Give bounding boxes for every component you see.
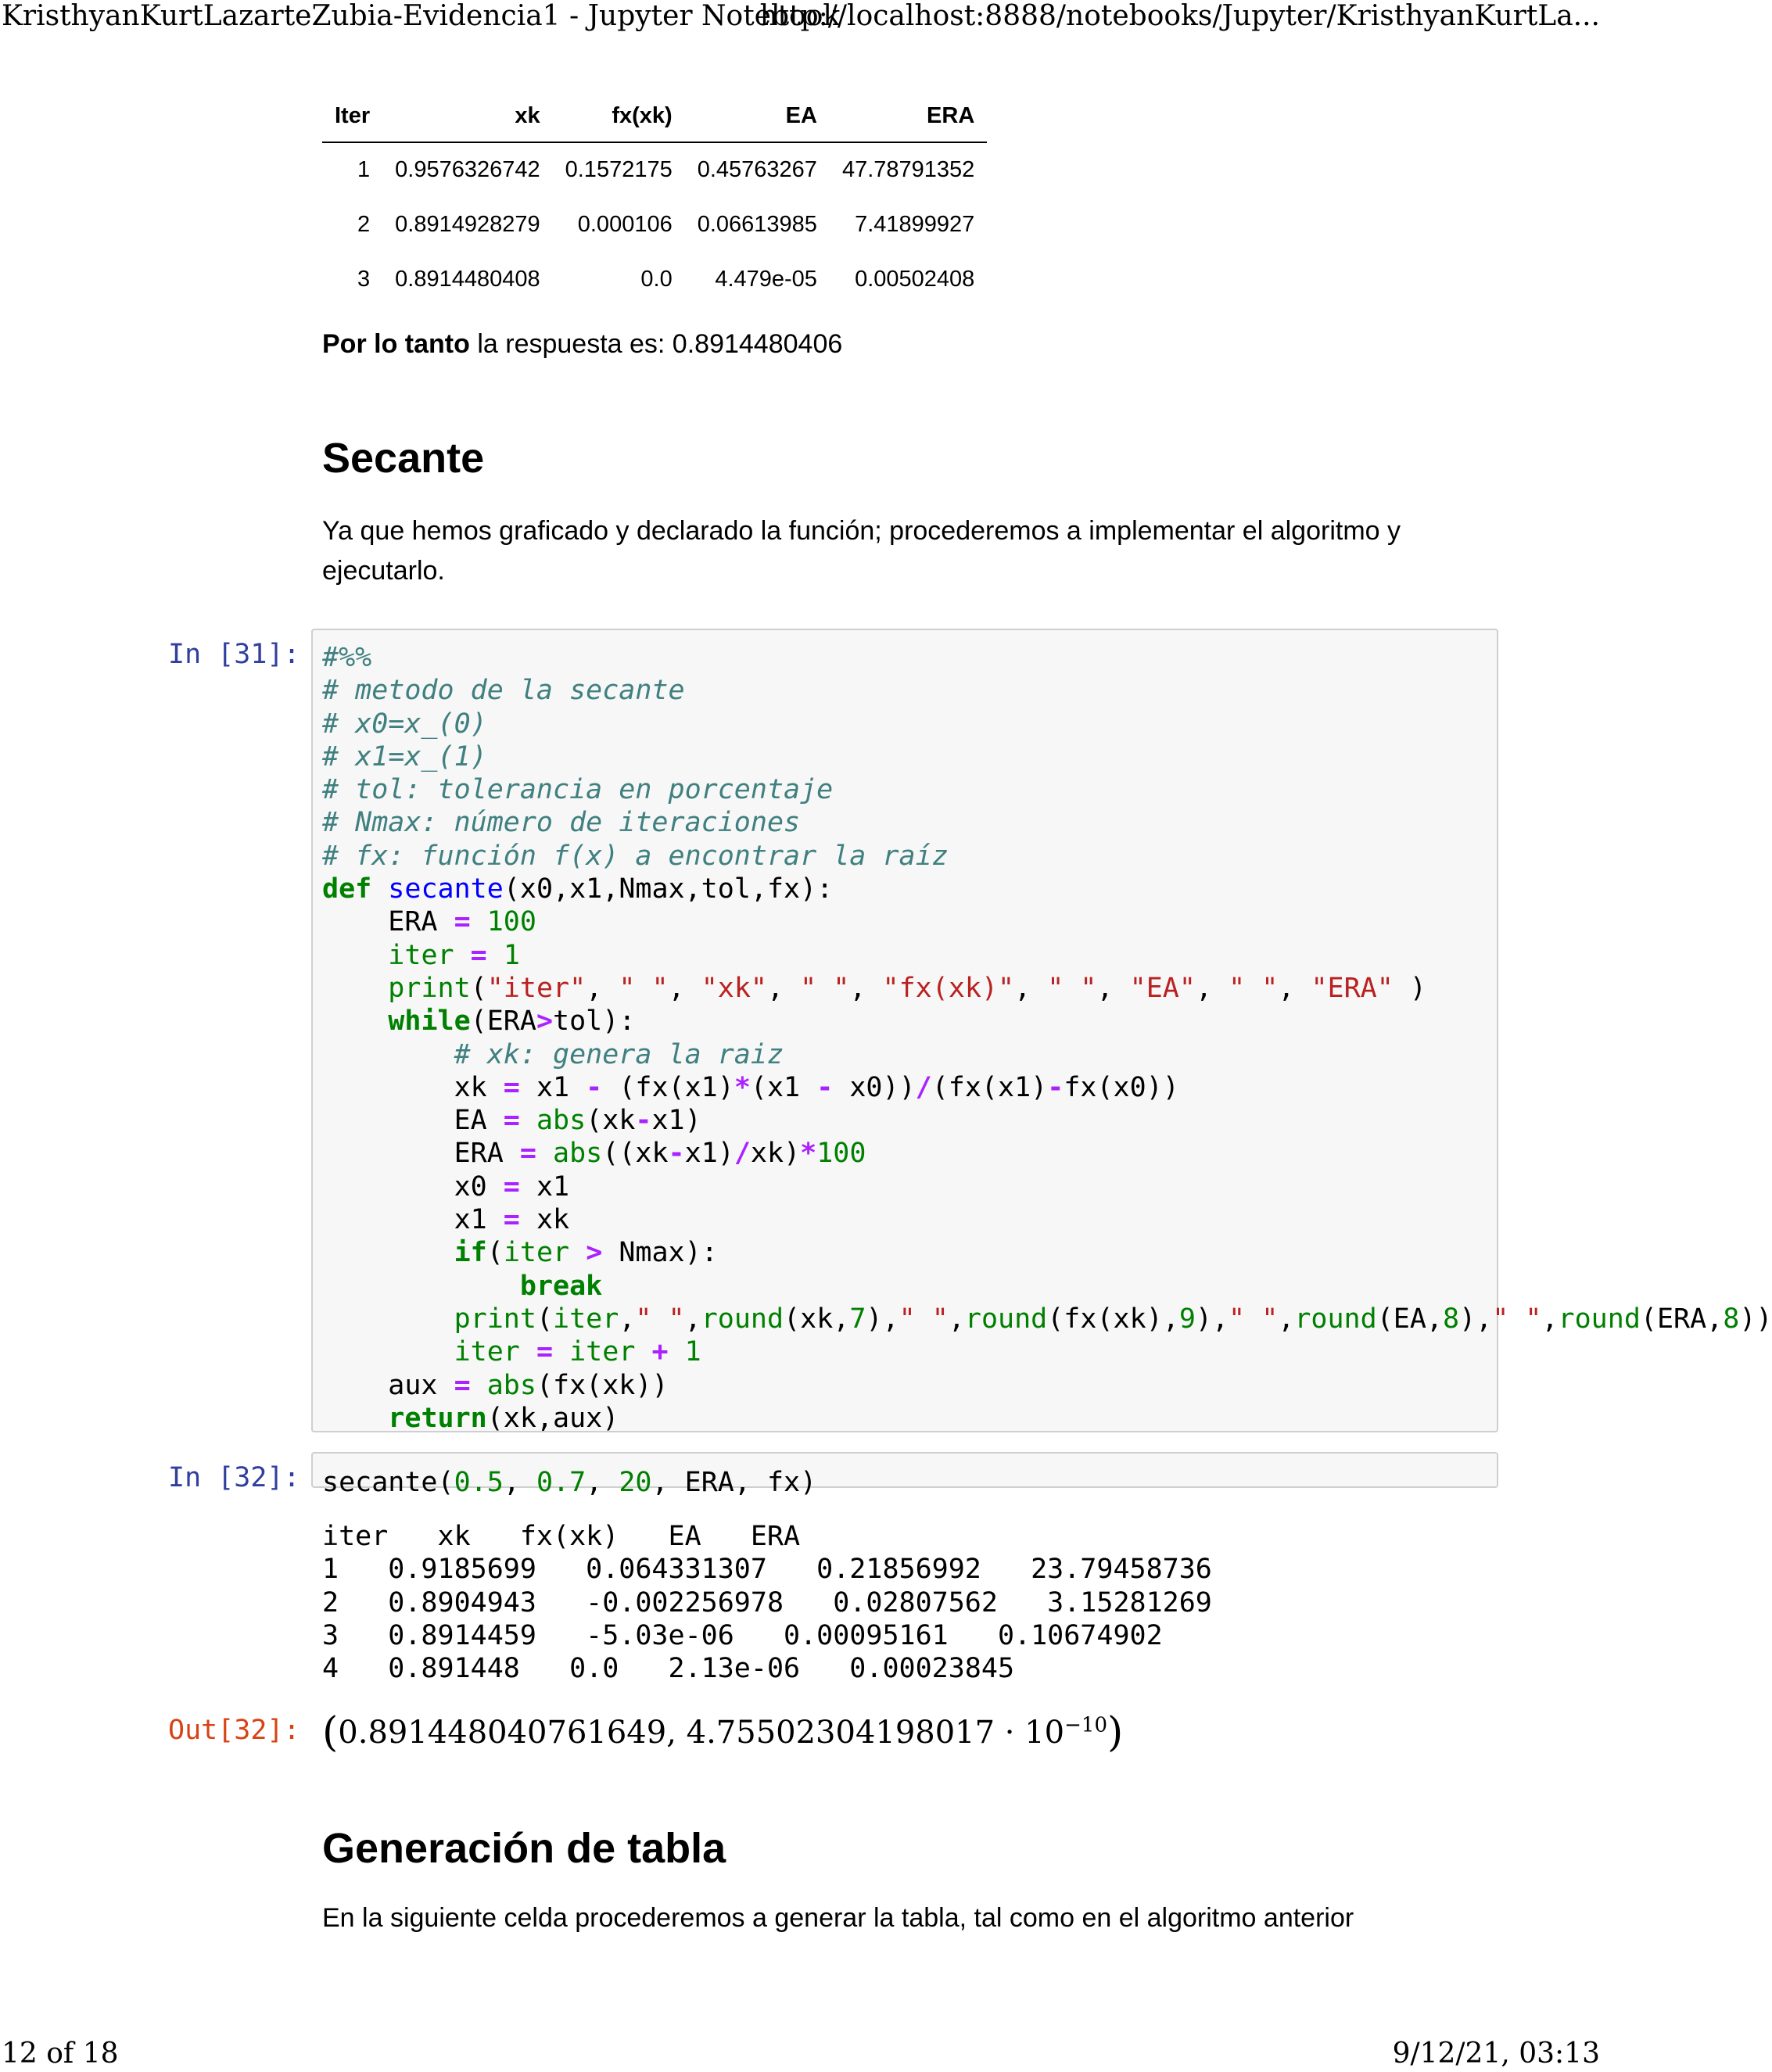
tabla-description: En la siguiente celda procederemos a generar la tabla, tal como en el algoritmo anterior: [322, 1903, 1354, 1933]
code-editor-32[interactable]: secante(0.5, 0.7, 20, ERA, fx): [322, 1467, 817, 1498]
table-cell: 0.8914928279: [395, 212, 540, 237]
cell-32-result: (0.891448040761649, $4.75502304198017 \cdot 10^{-10}$): [322, 1709, 1124, 1756]
conclusion-rest: la respuesta es: 0.8914480406: [469, 329, 843, 359]
table-cell: 3: [357, 267, 371, 292]
input-prompt-32: In [32]:: [168, 1462, 300, 1493]
cell-32-stdout: [322, 1520, 1212, 1685]
print-footer-page: 12 of 18: [2, 2038, 119, 2070]
table-row: [322, 142, 987, 198]
table-cell: 47.78791352: [841, 157, 975, 182]
print-footer-datetime: 9/12/21, 03:13: [1392, 2038, 1600, 2070]
secante-description: Ya que hemos graficado y declarado la función; procederemos a implementar el algoritmo y ejecutarlo.: [322, 516, 1401, 586]
table-header-cell: fx(xk): [553, 92, 685, 142]
table-header-row: [322, 92, 987, 142]
code-cell-32[interactable]: [311, 1452, 1498, 1498]
section-heading-tabla: Generación de tabla: [322, 1825, 726, 1872]
print-header-url: http://localhost:8888/notebooks/Jupyter/KristhyanKurtLa...: [759, 0, 1600, 32]
table-cell: 0.000106: [577, 212, 673, 237]
table-cell: 0.8914480408: [395, 267, 540, 292]
stdout-line: 3 0.8914459 -5.03e-06 0.00095161 0.10674902: [322, 1619, 1163, 1651]
table-cell: 0.1572175: [565, 157, 673, 182]
code-cell-31[interactable]: [311, 629, 1772, 1434]
table-cell: 4.479e-05: [715, 267, 817, 292]
input-prompt-31: In [31]:: [168, 639, 300, 670]
table-header-cell: xk: [382, 92, 552, 142]
conclusion-text: [322, 324, 842, 364]
table-cell: 7.41899927: [855, 212, 975, 237]
newton-results-table: [322, 92, 987, 307]
table-cell: 0.45763267: [697, 157, 817, 182]
table-cell: 0.00502408: [855, 267, 975, 292]
table-cell: 1: [357, 157, 371, 182]
table-cell: 0.06613985: [697, 212, 817, 237]
result-main: 0.891448040761649, 4.75502304198017 · 10: [338, 1715, 1065, 1751]
conclusion-bold: Por lo tanto: [322, 329, 470, 359]
output-prompt-32: Out[32]:: [168, 1715, 300, 1746]
stdout-line: 1 0.9185699 0.064331307 0.21856992 23.79458736: [322, 1554, 1212, 1586]
table-row: [322, 198, 987, 253]
print-header-title: KristhyanKurtLazarteZubia-Evidencia1 - Jupyter Notebook: [2, 0, 841, 32]
table-header-cell: EA: [685, 92, 830, 142]
stdout-line: iter xk fx(xk) EA ERA: [322, 1521, 801, 1552]
table-cell: 0.9576326742: [395, 157, 540, 182]
result-exponent: −10: [1064, 1713, 1107, 1737]
table-cell: 2: [357, 212, 371, 237]
stdout-line: 4 0.891448 0.0 2.13e-06 0.00023845: [322, 1653, 1015, 1685]
table-cell: 0.0: [640, 267, 673, 292]
code-editor-31[interactable]: #%% # metodo de la secante # x0=x_(0) # x1=x_(1) # tol: tolerancia en porcentaje # Nmax: número de iteraciones # fx: función f(x) a encontrar la raíz def secante(x0,x1,Nmax,tol,fx): ERA = 100 iter = 1 print("iter", " ", "xk", " ", "fx(xk)", " ", "EA", " ", "ERA" ) while(ERA>tol): # xk: genera la raiz xk = x1 - (fx(x1)*(x1 - x0))/(fx(x1)-fx(x0)) EA = abs(xk-x1) ERA = abs((xk-x1)/xk)*100 x0 = x1 x1 = xk if(iter > Nmax): break print(iter," ",round(xk,7)," ",round(fx(xk),9)," ",round(EA,8)," ",round(ERA,8)) iter = iter + 1 aux = abs(fx(xk)) return(xk,aux): [322, 642, 1772, 1434]
section-heading-secante: Secante: [322, 435, 485, 482]
table-header-cell: ERA: [830, 92, 987, 142]
stdout-line: 2 0.8904943 -0.002256978 0.02807562 3.15281269: [322, 1586, 1212, 1619]
table-row: [322, 253, 987, 307]
table-header-cell: Iter: [322, 92, 382, 142]
